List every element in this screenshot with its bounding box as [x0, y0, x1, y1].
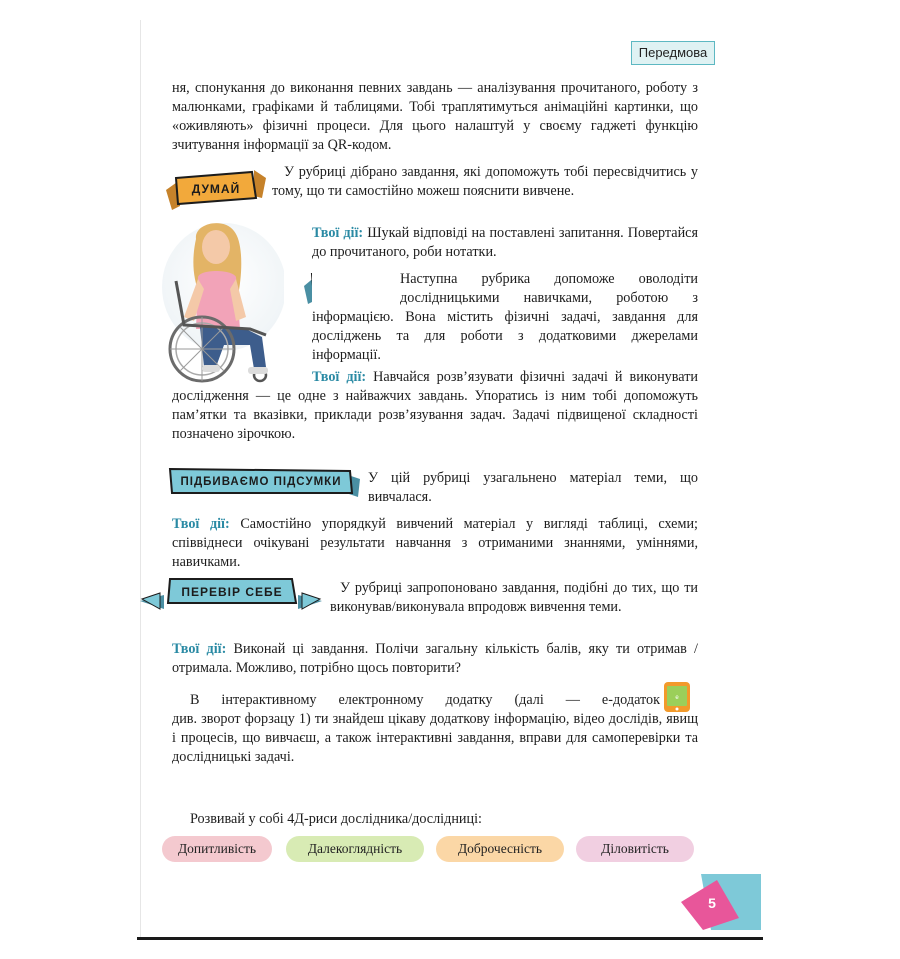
- ribbon-perevir: [140, 575, 322, 611]
- ribbon-dumai: [166, 168, 266, 212]
- tablet-icon: [662, 681, 692, 713]
- dii-float-spacer: [312, 270, 400, 308]
- pidsumky-actions: [172, 515, 698, 572]
- dumai-text: У рубриці дібрано завдання, які допоможуть тобі пересвідчитись у тому, що ти самостійно можеш пояснити вивчене.: [272, 164, 698, 199]
- pidsumky-text: У цій рубриці узагальнено матеріал теми, що вивчалася.: [368, 470, 698, 505]
- page-number: 5: [708, 895, 716, 911]
- trait-dilovytist: Діловитість: [576, 836, 694, 862]
- ribbon-perevir-label: ПЕРЕВІР СЕБЕ: [181, 585, 283, 599]
- pidsumky-actions-text: Самостійно упорядкуй вивчений матеріал у вигляді таблиці, схеми; співвіднеси очікувані результати навчання з отриманими знаннями, уміннями, навичками.: [172, 516, 698, 570]
- dumai-actions: [312, 224, 698, 262]
- girl-wheelchair-photo: [154, 217, 284, 387]
- perevir-text: У рубриці запропоновано завдання, подібні до тих, що ти виконував/виконувала впродовж вивчення теми.: [330, 580, 698, 615]
- edodatok-line1: В інтерактивному електронному додатку (далі — е-додаток: [190, 692, 660, 708]
- dumai-actions-label: Твої дії:: [312, 225, 364, 241]
- ribbon-pidsumky-label: ПІДБИВАЄМО ПІДСУМКИ: [180, 476, 342, 488]
- section-tab: Передмова: [631, 41, 715, 65]
- svg-text:e: e: [675, 695, 679, 701]
- trait-dobrochesnist: Доброчесність: [436, 836, 564, 862]
- trait-dalekohliadnist: Далекоглядність: [286, 836, 424, 862]
- dii-text: Наступна рубрика допоможе оволодіти дослідницькими навичками, роботою з інформацією. Вона містить фізичні задачі, завдання для досліджень та для роботи з додатковими джерелами інформації.: [312, 271, 698, 363]
- traits-intro: Розвивай у собі 4Д-риси дослідника/дослідниці:: [190, 811, 483, 827]
- intro-paragraph: ня, спонукання до виконання певних завдань — аналізування прочитаного, роботу з малюнками, графіками й таблицями. Тобі траплятимуться анімаційні картинки, що «оживляють» фізичні процеси. Для цього налаштуй у своєму гаджеті функцію зчитування інформації за QR-кодом.: [172, 80, 698, 153]
- edodatok-text: див. зворот форзацу 1) ти знайдеш цікаву додаткову інформацію, відео дослідів, явищ і процесів, що вивчаєш, а також інтерактивні завдання, вправи для самоперевірки та дослідницькі задачі.: [172, 711, 698, 765]
- perevir-actions-label: Твої дії:: [172, 641, 227, 657]
- perevir-actions-text: Виконай ці завдання. Полічи загальну кількість балів, яку ти отримав / отримала. Можливо, потрібно щось повторити?: [172, 641, 698, 676]
- perevir-actions: [172, 640, 698, 678]
- dii-actions: [172, 368, 698, 444]
- ribbon-dumai-label: ДУМАЙ: [191, 182, 241, 196]
- dii-actions-text: Навчайся розв’язувати фізичні задачі й виконувати дослідження — це одне з найважчих завдань. Упоратись із ним тобі допоможуть пам’ятки та вказівки, приклади розв’язування задач. Задачі підвищеної складності позначено зірочкою.: [172, 369, 698, 442]
- bottom-rule: [137, 937, 763, 940]
- ribbon-pidsumky: [168, 465, 360, 499]
- trait-dopytlyvist: Допитливість: [162, 836, 272, 862]
- dumai-actions-text: Шукай відповіді на поставлені запитання. Повертайся до прочитаного, роби нотатки.: [312, 225, 698, 260]
- dii-text-wrap: [312, 270, 698, 365]
- dii-actions-label: Твої дії:: [312, 369, 367, 385]
- pidsumky-actions-label: Твої дії:: [172, 516, 230, 532]
